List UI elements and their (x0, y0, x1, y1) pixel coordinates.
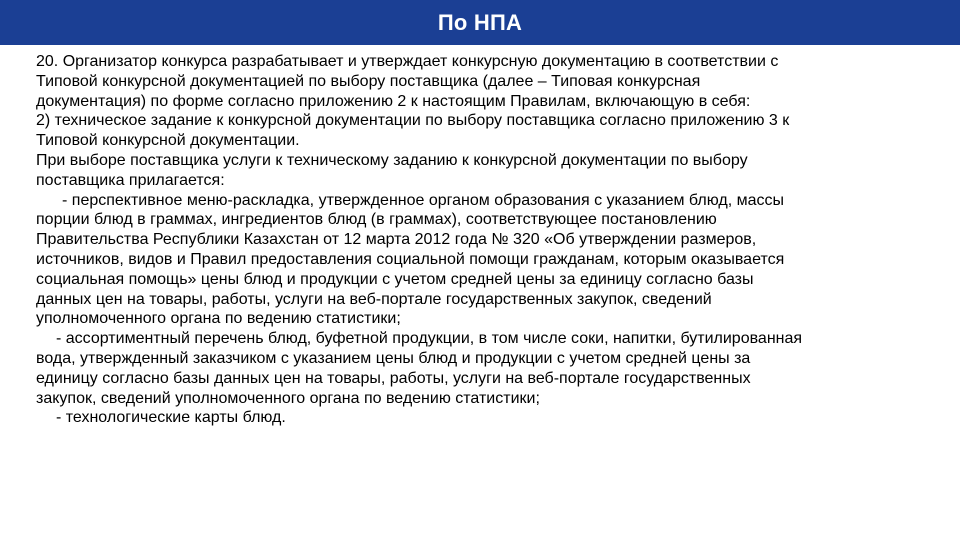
text-line: поставщика прилагается: (36, 171, 225, 189)
title-bar (0, 0, 960, 45)
text-line: закупок, сведений уполномоченного органа по ведению статистики; (36, 389, 540, 407)
text-line: 20. Организатор конкурса разрабатывает и утверждает конкурсную документацию в соответствии с (36, 53, 779, 70)
text-line: данных цен на товары, работы, услуги на веб-портале государственных закупок, сведений (36, 290, 712, 308)
text-line: 2) техническое задание к конкурсной документации по выбору поставщика согласно приложению 3 к (36, 112, 790, 130)
list-item-text-line: - перспективное меню-раскладка, утвержденное органом образования с указанием блюд, массы (62, 191, 784, 209)
text-line: документация) по форме согласно приложению 2 к настоящим Правилам, включающую в себя: (36, 92, 751, 110)
list-item-text-line: - ассортиментный перечень блюд, буфетной продукции, в том числе соки, напитки, бутилированная (56, 330, 803, 348)
text-line: Правительства Республики Казахстан от 12 марта 2012 года № 320 «Об утверждении размеров, (36, 231, 757, 249)
page-title: По НПА (437, 9, 523, 35)
text-line: единицу согласно базы данных цен на товары, работы, услуги на веб-портале государственных (36, 369, 751, 387)
list-item-text-line: - технологические карты блюд. (56, 409, 286, 427)
document-body (36, 52, 936, 428)
text-line: социальная помощь» цены блюд и продукции с учетом средней цены за единицу согласно базы (36, 270, 754, 288)
text-line: Типовой конкурсной документацией по выбору поставщика (далее – Типовая конкурсная (36, 72, 701, 90)
text-line: источников, видов и Правил предоставления социальной помощи гражданам, которым оказывается (36, 250, 785, 268)
text-line: При выборе поставщика услуги к техническому заданию к конкурсной документации по выбору (36, 151, 748, 169)
text-line: уполномоченного органа по ведению статистики; (36, 310, 401, 328)
text-line: порции блюд в граммах, ингредиентов блюд (в граммах), соответствующее постановлению (36, 211, 717, 229)
text-line: Типовой конкурсной документации. (36, 132, 300, 150)
text-line: вода, утвержденный заказчиком с указанием цены блюд и продукции с учетом средней цены за (36, 349, 751, 367)
